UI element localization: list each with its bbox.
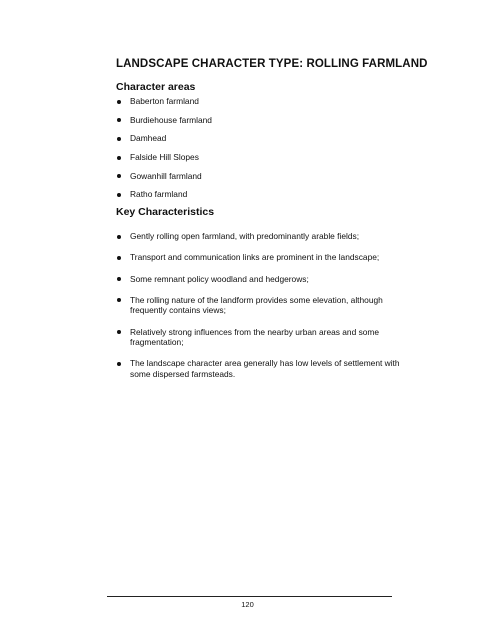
bullet-icon bbox=[117, 277, 121, 281]
list-item: Transport and communication links are prominent in the landscape; bbox=[116, 252, 416, 263]
bullet-icon bbox=[117, 298, 121, 302]
list-item: Gowanhill farmland bbox=[116, 171, 416, 182]
page-number: 120 bbox=[241, 600, 254, 609]
bullet-icon bbox=[117, 256, 121, 260]
bullet-icon bbox=[117, 235, 121, 239]
bullet-icon bbox=[117, 174, 121, 178]
list-item: Baberton farmland bbox=[116, 96, 416, 107]
list-item: The landscape character area generally has low levels of settlement with some dispersed farmsteads. bbox=[116, 358, 416, 379]
list-item: The rolling nature of the landform provides some elevation, although frequently contains views; bbox=[116, 295, 416, 316]
character-areas-heading: Character areas bbox=[116, 81, 196, 93]
character-areas-list bbox=[116, 96, 416, 208]
bullet-icon bbox=[117, 100, 121, 104]
bullet-icon bbox=[117, 330, 121, 334]
list-item: Damhead bbox=[116, 133, 416, 144]
bullet-icon bbox=[117, 137, 121, 141]
page-title: LANDSCAPE CHARACTER TYPE: ROLLING FARMLAND bbox=[116, 58, 428, 70]
key-characteristics-list bbox=[116, 231, 416, 390]
list-item: Falside Hill Slopes bbox=[116, 152, 416, 163]
bullet-icon bbox=[117, 118, 121, 122]
bullet-icon bbox=[117, 362, 121, 366]
bullet-icon bbox=[117, 156, 121, 160]
list-item: Burdiehouse farmland bbox=[116, 115, 416, 126]
bullet-icon bbox=[117, 193, 121, 197]
list-item: Gently rolling open farmland, with predominantly arable fields; bbox=[116, 231, 416, 242]
list-item: Some remnant policy woodland and hedgerows; bbox=[116, 274, 416, 285]
list-item: Ratho farmland bbox=[116, 189, 416, 200]
footer-divider bbox=[107, 596, 392, 597]
list-item: Relatively strong influences from the nearby urban areas and some fragmentation; bbox=[116, 327, 416, 348]
key-characteristics-heading: Key Characteristics bbox=[116, 206, 215, 218]
